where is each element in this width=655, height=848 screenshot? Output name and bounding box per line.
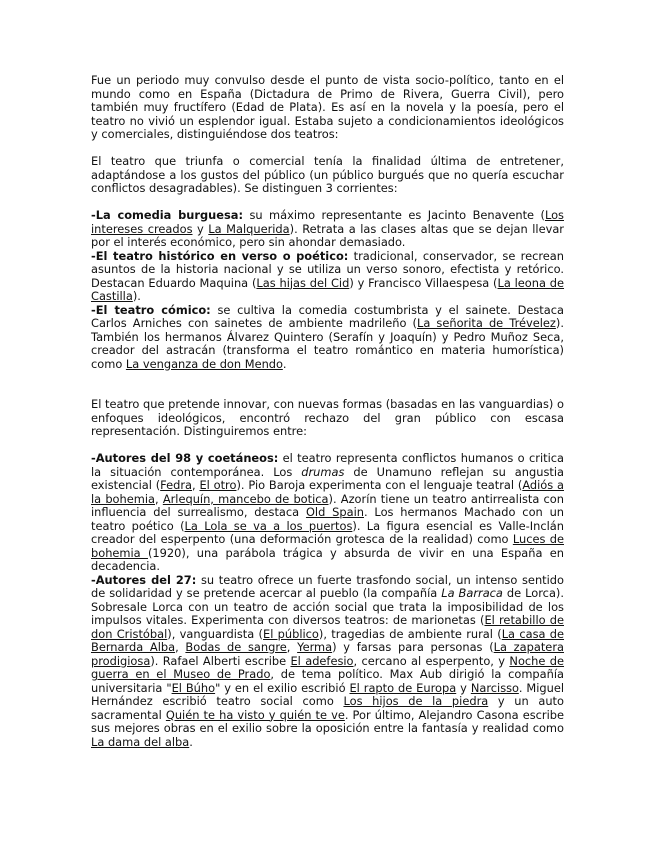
work-title: Las hijas del Cid bbox=[256, 275, 350, 290]
comedia-burguesa-paragraph: -La comedia burguesa: su máximo representante es Jacinto Benavente (Los intereses creados y La Malquerida). Retrata a las clases altas que se dejan llevar por el interés económico, pero sin ahondar demasiado. bbox=[91, 208, 564, 249]
work-title: La Malquerida bbox=[208, 221, 290, 236]
work-title: Los hijos de la piedra bbox=[343, 694, 489, 708]
work-title: El adefesio bbox=[290, 653, 354, 668]
innovative-theatre-intro: El teatro que pretende innovar, con nuevas formas (basadas en las vanguardias) o enfoques ideológicos, encontró rechazo del gran público con escasa representación. Distinguiremos entre: bbox=[91, 397, 564, 438]
teatro-historico-paragraph: -El teatro histórico en verso o poético: tradicional, conservador, se recrean asuntos de la historia nacional y se utiliza un verso sonoro, efectista y retórico. Destacan Eduardo Maquina (Las hijas del Cid) y Francisco Villaespesa (La leona de Castilla). bbox=[91, 248, 565, 303]
work-title: La dama del alba bbox=[91, 734, 190, 749]
work-title: Old Spain bbox=[305, 505, 364, 519]
work-title: La zapatera prodigiosa bbox=[91, 640, 564, 668]
intro-paragraph: Fue un periodo muy convulso desde el punto de vista socio-político, tanto en el mundo como en España (Dictadura de Primo de Rivera, Guerra Civil), pero también muy fructífero (Edad de Plata). Es así en la novela y la poesía, pero el teatro no vivió un esplendor igual. Estaba sujeto a condicionamientos ideológicos y comerciales, distinguiéndose dos teatros: bbox=[91, 73, 564, 141]
work-title: Adiós a la bohemia bbox=[91, 478, 564, 506]
work-title: La Lola se va a los puertos bbox=[184, 518, 353, 533]
document-page bbox=[91, 74, 564, 749]
work-title: El público bbox=[263, 626, 319, 641]
work-title: Noche de guerra en el Museo de Prado bbox=[91, 653, 565, 681]
commercial-theatre-intro: El teatro que triunfa o comercial tenía la finalidad última de entretener, adaptándose a los gustos del público (un público burgués que no quería escuchar conflictos desagradables). Se distinguen 3 corrientes: bbox=[91, 154, 564, 195]
work-title: El Búho bbox=[171, 680, 216, 695]
work-title: Yerma bbox=[297, 640, 333, 654]
work-title: El rapto de Europa bbox=[349, 680, 457, 695]
work-title: La casa de Bernarda Alba bbox=[91, 626, 565, 654]
autores-27-paragraph: -Autores del 27: su teatro ofrece un fuerte trasfondo social, un intenso sentido de solidaridad y se pretende acercar al pueblo (la compañía La Barraca de Lorca). Sobresale Lorca con un teatro de acción social que trata la imposibilidad de los impulsos vitales. Experimenta con diversos teatros: de marionetas (El retabillo de don Cristóbal), vanguardista (El público), tragedias de ambiente rural (La casa de Bernarda Alba, Bodas de sangre, Yerma) y farsas para personas (La zapatera prodigiosa). Rafael Alberti escribe El adefesio, cercano al esperpento, y Noche de guerra en el Museo de Prado, de tema político. Max Aub dirigió la compañía universitaria "El Búho" y en el exilio escribió El rapto de Europa y Narcisso. Miguel Hernández escribió teatro social como Los hijos de la piedra y un auto sacramental Quién te ha visto y quién te ve. Por último, Alejandro Casona escribe sus mejores obras en el exilio sobre la oposición entre la fantasía y realidad como La dama del alba. bbox=[91, 572, 565, 749]
work-title: La señorita de Trévelez bbox=[417, 316, 556, 330]
comedia-burguesa-label: -La comedia burguesa: bbox=[91, 208, 244, 222]
work-title: Luces de bohemia bbox=[91, 532, 564, 560]
autores-98-paragraph: -Autores del 98 y coetáneos: el teatro representa conflictos humanos o critica la situación contemporánea. Los drumas de Unamuno reflejan su angustia existencial (Fedra, El otro). Pio Baroja experimenta con el lenguaje teatral (Adiós a la bohemia, Arlequín, mancebo de botica). Azorín tiene un teatro antirrealista con influencia del surrealismo, destaca Old Spain. Los hermanos Machado con un teatro poético (La Lola se va a los puertos). La figura esencial es Valle-Inclán creador del esperpento (una deformación grotesca de la realidad) como Luces de bohemia (1920), una parábola trágica y absurda de vivir en una España en decadencia. bbox=[91, 451, 565, 573]
work-title: El retabillo de don Cristóbal bbox=[91, 613, 564, 641]
work-title: Narcisso bbox=[470, 680, 519, 695]
work-title: Los intereses creados bbox=[91, 208, 564, 236]
autores-98-label: -Autores del 98 y coetáneos: bbox=[91, 451, 279, 465]
autores-27-label: -Autores del 27: bbox=[91, 572, 197, 587]
work-title: Arlequín, mancebo de botica bbox=[162, 491, 329, 506]
work-title: La leona de Castilla bbox=[91, 275, 565, 303]
work-title: Bodas de sangre bbox=[185, 640, 287, 654]
work-title: Fedra bbox=[160, 478, 193, 492]
teatro-comico-paragraph: -El teatro cómico: se cultiva la comedia costumbrista y el sainete. Destaca Carlos Arniches con sainetes de ambiente madrileño (La señorita de Trévelez). También los hermanos Álvarez Quintero (Serafín y Joaquín) y Pedro Muñoz Seca, creador del astracán (transforma el teatro romántico en materia humorística) como La venganza de don Mendo. bbox=[91, 302, 564, 371]
work-title: Quién te ha visto y quién te ve bbox=[165, 707, 345, 722]
teatro-comico-label: -El teatro cómico: bbox=[91, 302, 211, 317]
work-title: La venganza de don Mendo bbox=[125, 356, 283, 371]
teatro-historico-label: -El teatro histórico en verso o poético: bbox=[91, 248, 349, 263]
work-title: El otro bbox=[199, 478, 237, 492]
